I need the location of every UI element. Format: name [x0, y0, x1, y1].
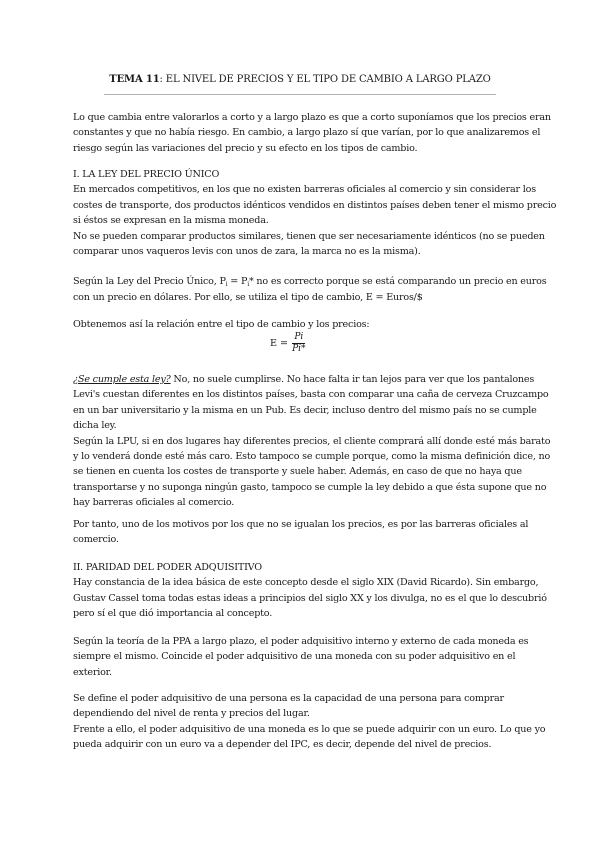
text-line: [73, 274, 547, 290]
question-italic: ¿Se cumple esta ley?: [73, 374, 171, 385]
section-1: [73, 167, 557, 259]
text-line: Frente a ello, el poder adquisitivo de una moneda es lo que se puede adquirir con un euro. Lo que yo: [73, 723, 546, 735]
subscript: i: [225, 281, 228, 288]
text-line: siempre el mismo. Coincide el poder adquisitivo de una moneda con su poder adquisitivo en el: [73, 651, 516, 663]
text-line: transportarse y no suponga ningún gasto, tampoco se cumple la ley debido a que ésta supone que no: [73, 481, 547, 493]
text-line: Obtenemos así la relación entre el tipo de cambio y los precios:: [73, 319, 370, 330]
text-line: Gustav Cassel toma todas estas ideas a principios del siglo XX y los divulga, no es el que lo descubrió: [73, 592, 547, 604]
formula-denominator: Pi*: [292, 344, 306, 354]
section-2: [73, 560, 547, 622]
text-line: No se pueden comparar productos similares, tienen que ser necesariamente idénticos (no se pueden: [73, 230, 545, 242]
text-line: [73, 372, 533, 387]
text-line: dicha ley.: [73, 420, 117, 432]
section-2-heading: II. PARIDAD DEL PODER ADQUISITIVO: [73, 562, 262, 573]
intro-paragraph: [73, 110, 551, 156]
text-line: con un precio en dólares. Por ello, se utiliza el tipo de cambio, E = Euros/$: [73, 292, 423, 304]
text-line: comercio.: [73, 534, 119, 546]
text-line: hay barreras oficiales al comercio.: [73, 497, 235, 509]
question-paragraph: [73, 372, 551, 511]
text-line: costes de transporte, dos productos idénticos vendidos en distintos países deben tener el mismo precio: [73, 199, 557, 211]
ppa-paragraph: [73, 634, 533, 680]
text-line: comparar unos vaqueros levis con unos de zara, la marca no es la misma).: [73, 246, 421, 258]
text-line: En mercados competitivos, en los que no existen barreras oficiales al comercio y sin considerar los: [73, 184, 536, 196]
subscript: i: [247, 281, 249, 288]
text-line: Por tanto, uno de los motivos por los que no se igualan los precios, es por las barreras oficiales al: [73, 519, 529, 530]
formula-fraction: [292, 332, 305, 355]
text-line: constantes y que no había riesgo. En cambio, a largo plazo sí que varían, por lo que analizaremos el: [73, 127, 541, 139]
text-line: pero sí el que dió importancia al concepto.: [73, 608, 273, 620]
section-1-heading: I. LA LEY DEL PRECIO ÚNICO: [73, 169, 220, 180]
title-bold: TEMA 11: [109, 74, 160, 85]
text-line: se tienen en cuenta los costes de transporte y suele haber. Además, en caso de que no haya que: [73, 466, 522, 478]
text-line: Se define el poder adquisitivo de una persona es la capacidad de una persona para comprar: [73, 693, 504, 704]
text-line: pueda adquirir con un euro va a depender del IPC, es decir, depende del nivel de precios.: [73, 739, 492, 751]
page-title: [0, 74, 600, 85]
exchange-rate-formula: [270, 332, 306, 355]
text-segment: Según la Ley del Precio Único, P: [73, 276, 226, 287]
text-line: en un bar universitario y la misma en un Pub. Es decir, incluso dentro del mismo país no se cumple: [73, 404, 537, 416]
text-line: dependiendo del nivel de renta y precios del lugar.: [73, 708, 310, 720]
text-line: Hay constancia de la idea básica de este concepto desde el siglo XIX (David Ricardo). Sin embargo,: [73, 577, 539, 589]
relation-paragraph: [73, 317, 533, 332]
formula-lhs: E =: [270, 338, 289, 349]
conclusion-paragraph: [73, 517, 533, 548]
text-segment: * no es correcto porque se está comparando un precio en euros: [248, 276, 547, 287]
purchasing-power-paragraph: [73, 691, 546, 753]
text-line: Levi's cuestan diferentes en los distintos países, basta con comparar una caña de cerveza Cruzcampo: [73, 389, 549, 401]
text-line: si éstos se expresan en la misma moneda.: [73, 215, 269, 227]
text-line: exterior.: [73, 666, 112, 678]
text-line: Según la teoría de la PPA a largo plazo, el poder adquisitivo interno y externo de cada moneda es: [73, 636, 529, 647]
text-line: Lo que cambia entre valorarlos a corto y a largo plazo es que a corto suponíamos que los precios eran: [73, 112, 551, 123]
lpu-paragraph: [73, 274, 547, 306]
title-rule: [104, 94, 496, 95]
text-segment: No, no suele cumplirse. No hace falta ir tan lejos para ver que los pantalones: [170, 374, 535, 385]
text-segment: = P: [227, 276, 248, 287]
text-line: riesgo según las variaciones del precio y su efecto en los tipos de cambio.: [73, 142, 418, 154]
text-line: Según la LPU, si en dos lugares hay diferentes precios, el cliente comprará allí donde esté más barato: [73, 435, 551, 447]
formula-numerator: Pi: [294, 332, 304, 342]
text-line: y lo venderá donde esté más caro. Esto tampoco se cumple porque, como la misma definición dice, no: [73, 451, 551, 463]
title-rest: : EL NIVEL DE PRECIOS Y EL TIPO DE CAMBIO A LARGO PLAZO: [159, 74, 491, 85]
